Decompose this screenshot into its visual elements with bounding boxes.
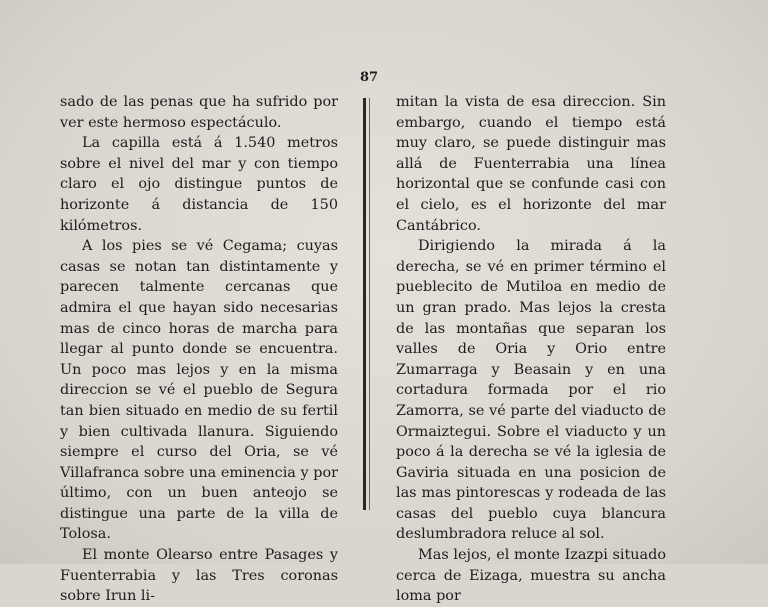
paragraph: Dirigiendo la mirada á la derecha, se vé en primer término el pueblecito de Mutiloa en medio de un gran prado. Mas lejos la cresta de las montañas que separan los valles de Oria y Orio entre Zumarraga y Beasain y en una cortadura formada por el rio Zamorra, se vé parte del viaducto de Ormaiztegui. Sobre el viaducto y un poco á la derecha se vé la iglesia de Gaviria situada en una posicion de las mas pintorescas y rodeada de las casas del pueblo cuya blancura deslumbradora reluce al sol. (396, 238, 666, 543)
paragraph: sado de las penas que ha sufrido por ver este hermoso espectáculo. (60, 94, 338, 131)
column-divider (363, 98, 366, 510)
paragraph: El monte Olearso entre Pasages y Fuenterrabia y las Tres coronas sobre Irun li- (60, 547, 338, 605)
page-number: 87 (360, 70, 379, 85)
paragraph: mitan la vista de esa direccion. Sin embargo, cuando el tiempo está muy claro, se puede distinguir mas allá de Fuenterrabia una línea horizontal que se confunde casi con el cielo, es el horizonte del mar Cantábrico. (396, 94, 666, 234)
paragraph: A los pies se vé Cegama; cuyas casas se notan tan distintamente y parecen talmente cercanas que admira el que hayan sido necesarias mas de cinco horas de marcha para llegar al punto donde se encuentra. Un poco mas lejos y en la misma direccion se vé el pueblo de Segura tan bien situado en medio de su fertil y bien cultivada llanura. Siguiendo siempre el curso del Oria, se vé Villafranca sobre una eminencia y por último, con un buen anteojo se distingue una parte de la villa de Tolosa. (60, 238, 338, 543)
paragraph: La capilla está á 1.540 metros sobre el nivel del mar y con tiempo claro el ojo distingue puntos de horizonte á distancia de 150 kilómetros. (60, 135, 338, 234)
right-text-column (396, 92, 666, 607)
column-divider-thin (369, 98, 370, 510)
paragraph: Mas lejos, el monte Izazpi situado cerca de Eizaga, muestra su ancha loma por (396, 547, 666, 605)
left-text-column (60, 92, 338, 607)
